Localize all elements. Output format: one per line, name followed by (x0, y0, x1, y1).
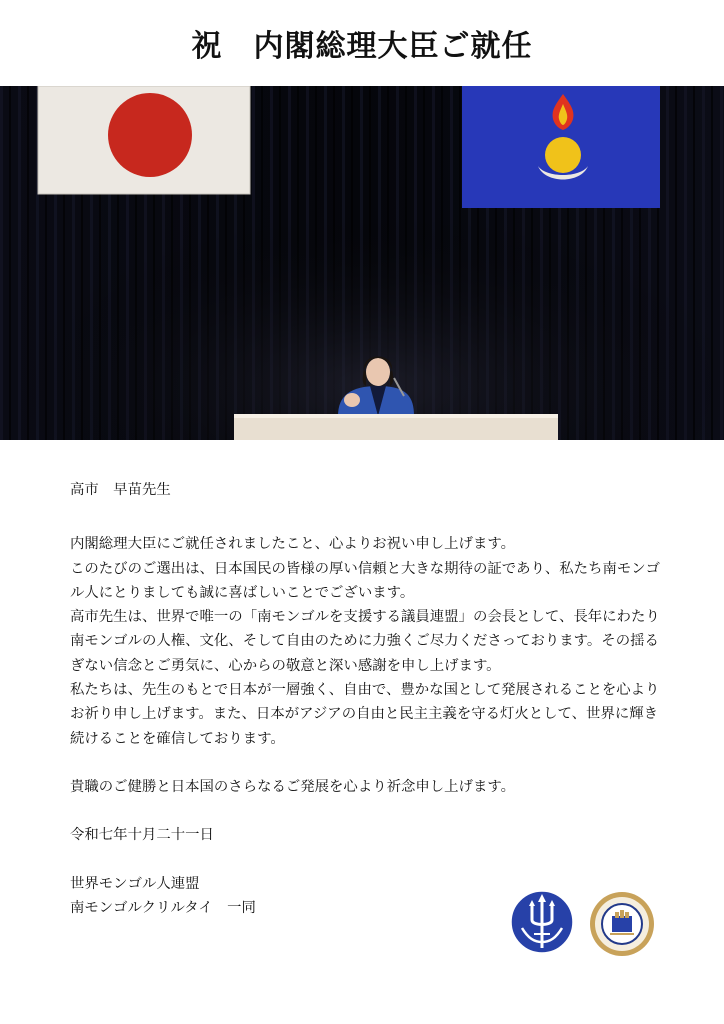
page-title: 祝 内閣総理大臣ご就任 (191, 29, 533, 64)
emblems (510, 888, 660, 958)
trident-emblem-icon (511, 891, 573, 953)
paragraph-3: 高市先生は、世界で唯一の「南モンゴルを支援する議員連盟」の会長として、長年にわたり南モンゴルの人権、文化、そして自由のために力強くご尽力くださっております。その揺るぎない信念とご勇気に、心からの敬意と深い感謝を申し上げます。 (70, 609, 660, 674)
spacer (70, 751, 670, 775)
south-mongolia-flag (462, 86, 660, 208)
paragraph-1: 内閣総理大臣にご就任されましたこと、心よりお祝い申し上げます。 (70, 536, 515, 553)
spacer (70, 848, 670, 872)
event-photo (0, 86, 724, 440)
spacer (70, 799, 670, 823)
japan-flag (38, 86, 250, 194)
paragraph-2: このたびのご選出は、日本国民の皆様の厚い信頼と大きな期待の証であり、私たち南モンゴル人にとりましても誠に喜ばしいことでございます。 (70, 560, 661, 601)
signatory-1: 世界モンゴル人連盟 (70, 875, 200, 892)
signatory-2: 南モンゴルクリルタイ 一同 (70, 899, 256, 916)
paragraph-4: 私たちは、先生のもとで日本が一層強く、自由で、豊かな国として発展されることを心よりお祈り申し上げます。また、日本がアジアの自由と民主主義を守る灯火として、世界に輝き続けることを確信しております。 (70, 682, 660, 747)
kurultai-seal-icon (590, 892, 654, 956)
letter-body (70, 478, 670, 920)
closing-line: 貴職のご健勝と日本国のさらなるご発展を心より祈念申し上げます。 (70, 778, 515, 795)
addressee: 高市 早苗先生 (70, 482, 171, 498)
podium-table (234, 414, 558, 440)
date: 令和七年十月二十一日 (70, 827, 214, 844)
